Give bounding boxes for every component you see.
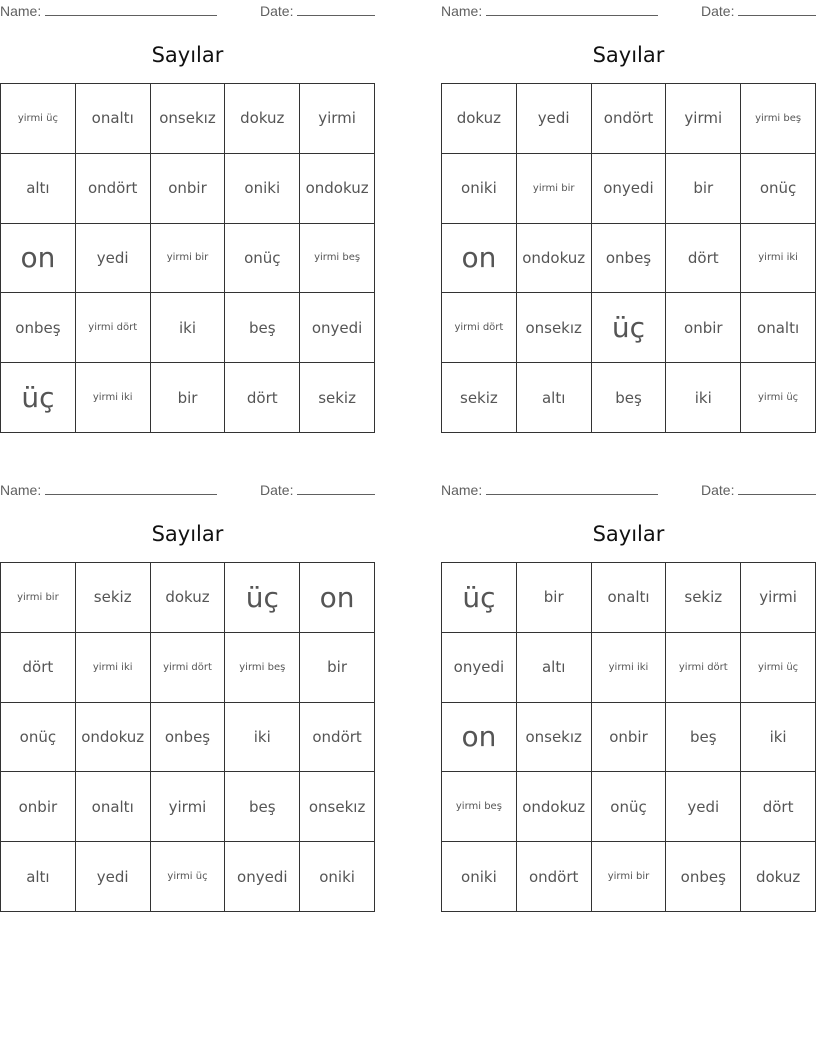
bingo-cell: yirmi üç [741,363,816,433]
bingo-cell: yirmi üç [741,633,816,703]
bingo-cell: beş [666,703,741,773]
bingo-cell: beş [225,772,300,842]
date-label: Date: [701,482,735,498]
card-title: Sayılar [151,522,224,546]
bingo-cell: onyedi [300,293,375,363]
card-title: Sayılar [592,43,665,67]
bingo-cell: beş [592,363,667,433]
bingo-cell: ondokuz [517,224,592,294]
bingo-cell: altı [517,633,592,703]
bingo-cell: oniki [442,842,517,912]
bingo-cell: yirmi beş [442,772,517,842]
bingo-cell: onaltı [76,84,151,154]
bingo-cell: yedi [517,84,592,154]
name-line [486,482,658,495]
bingo-cell: yirmi dört [666,633,741,703]
bingo-cell: onbir [151,154,226,224]
bingo-cell: onbeş [151,703,226,773]
bingo-cell: iki [225,703,300,773]
bingo-cell: dört [1,633,76,703]
bingo-cell: yedi [76,842,151,912]
bingo-cell: yirmi üç [151,842,226,912]
date-field [260,482,375,498]
bingo-cell: altı [517,363,592,433]
bingo-cell: yirmi dört [76,293,151,363]
bingo-cell: oniki [225,154,300,224]
bingo-cell: ondört [517,842,592,912]
bingo-cell: sekiz [300,363,375,433]
bingo-cell: yirmi beş [741,84,816,154]
date-line [738,482,816,495]
bingo-cell: dokuz [225,84,300,154]
bingo-cell: onüç [592,772,667,842]
bingo-cell: yirmi beş [300,224,375,294]
name-line [45,3,217,16]
bingo-cell: yirmi iki [592,633,667,703]
bingo-cell: bir [300,633,375,703]
bingo-cell: ondokuz [517,772,592,842]
bingo-card-3 [0,479,376,915]
bingo-cell: yirmi [666,84,741,154]
bingo-cell: yedi [76,224,151,294]
bingo-cell: ondört [300,703,375,773]
bingo-cell: yirmi dört [151,633,226,703]
bingo-cell: yirmi bir [592,842,667,912]
bingo-cell: onbir [666,293,741,363]
bingo-cell: bir [666,154,741,224]
bingo-cell: ondokuz [76,703,151,773]
bingo-cell: bir [151,363,226,433]
name-line [486,3,658,16]
bingo-card-1 [0,0,376,436]
bingo-cell: onyedi [442,633,517,703]
bingo-cell: onyedi [225,842,300,912]
bingo-cell: yirmi dört [442,293,517,363]
bingo-cell: üç [225,563,300,633]
date-line [297,482,375,495]
bingo-cell: onaltı [741,293,816,363]
name-field [0,3,217,19]
bingo-cell: onaltı [76,772,151,842]
bingo-cell: dokuz [442,84,517,154]
bingo-cell: onbir [592,703,667,773]
bingo-cell: onbeş [1,293,76,363]
bingo-cell: ondört [592,84,667,154]
date-line [738,3,816,16]
bingo-cell: onüç [1,703,76,773]
name-label: Name: [0,3,42,19]
bingo-cell: altı [1,154,76,224]
name-label: Name: [441,482,483,498]
name-field [0,482,217,498]
bingo-cell: yirmi [741,563,816,633]
bingo-cell: ondört [76,154,151,224]
bingo-cell: onsekız [151,84,226,154]
date-field [701,482,816,498]
bingo-grid [441,562,816,912]
bingo-cell: altı [1,842,76,912]
bingo-cell: on [442,703,517,773]
bingo-cell: yedi [666,772,741,842]
bingo-cell: ondokuz [300,154,375,224]
date-line [297,3,375,16]
bingo-cell: dokuz [741,842,816,912]
bingo-cell: onyedi [592,154,667,224]
bingo-cell: üç [1,363,76,433]
bingo-cell: yirmi [300,84,375,154]
card-title: Sayılar [592,522,665,546]
bingo-grid [0,83,375,433]
name-label: Name: [441,3,483,19]
bingo-cell: üç [442,563,517,633]
bingo-cell: onsekız [300,772,375,842]
date-field [701,3,816,19]
bingo-cell: yirmi iki [76,633,151,703]
bingo-cell: yirmi iki [76,363,151,433]
bingo-cell: yirmi [151,772,226,842]
bingo-cell: dört [225,363,300,433]
bingo-cell: dokuz [151,563,226,633]
bingo-cell: onbeş [666,842,741,912]
bingo-cell: oniki [442,154,517,224]
date-label: Date: [701,3,735,19]
bingo-cell: onsekız [517,293,592,363]
bingo-card-4 [441,479,816,915]
bingo-cell: onbeş [592,224,667,294]
bingo-cell: onüç [741,154,816,224]
bingo-cell: yirmi beş [225,633,300,703]
bingo-cell: sekiz [442,363,517,433]
bingo-cell: bir [517,563,592,633]
bingo-cell: on [1,224,76,294]
bingo-cell: sekiz [76,563,151,633]
date-label: Date: [260,482,294,498]
bingo-cell: dört [741,772,816,842]
bingo-cell: iki [666,363,741,433]
bingo-cell: yirmi bir [1,563,76,633]
bingo-cell: yirmi bir [151,224,226,294]
bingo-cell: onüç [225,224,300,294]
bingo-cell: dört [666,224,741,294]
bingo-cell: üç [592,293,667,363]
bingo-cell: yirmi bir [517,154,592,224]
bingo-cell: sekiz [666,563,741,633]
name-field [441,482,658,498]
bingo-cell: onaltı [592,563,667,633]
bingo-cell: iki [741,703,816,773]
bingo-cell: yirmi üç [1,84,76,154]
bingo-card-2 [441,0,816,436]
date-field [260,3,375,19]
name-line [45,482,217,495]
bingo-cell: on [442,224,517,294]
bingo-grid [441,83,816,433]
card-title: Sayılar [151,43,224,67]
bingo-cell: onbir [1,772,76,842]
bingo-cell: yirmi iki [741,224,816,294]
bingo-cell: beş [225,293,300,363]
bingo-cell: on [300,563,375,633]
bingo-cell: iki [151,293,226,363]
bingo-grid [0,562,375,912]
bingo-cell: oniki [300,842,375,912]
name-field [441,3,658,19]
name-label: Name: [0,482,42,498]
bingo-cell: onsekız [517,703,592,773]
date-label: Date: [260,3,294,19]
